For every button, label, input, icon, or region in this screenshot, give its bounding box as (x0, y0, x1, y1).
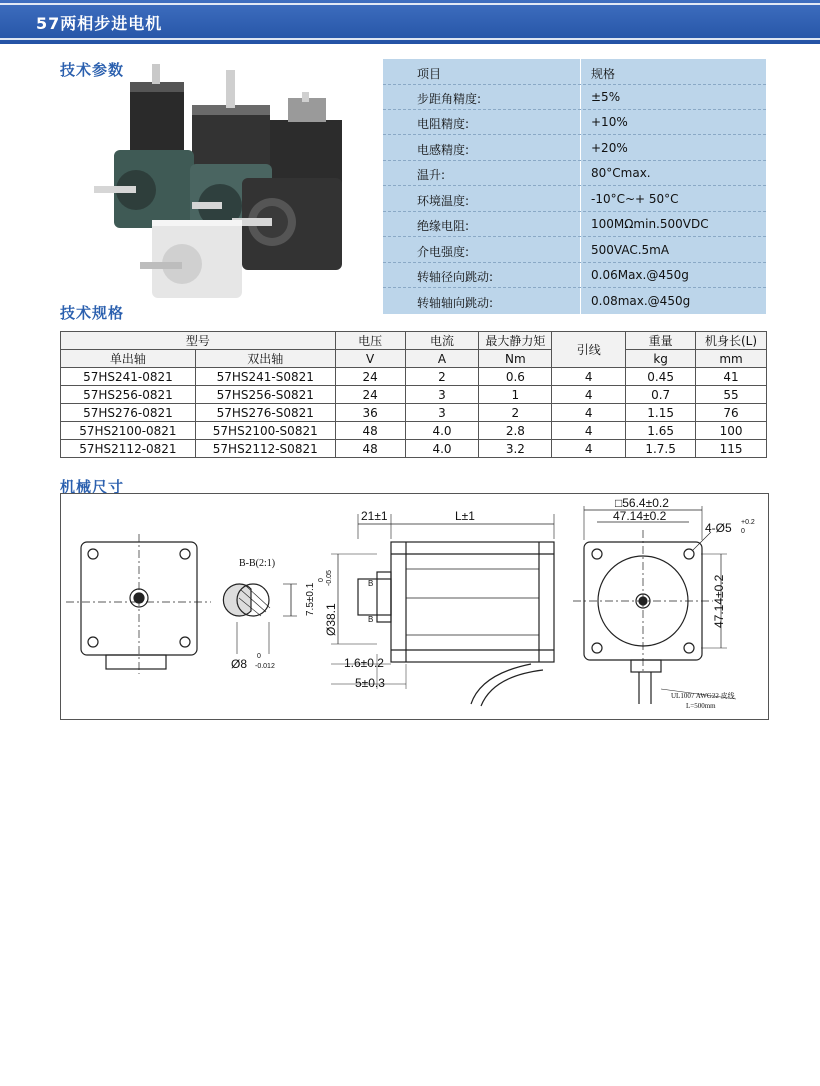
params-row (383, 186, 766, 212)
specs-header-cell: 引线 (552, 332, 626, 368)
params-row (383, 109, 766, 135)
hole-spacing: 47.14±0.2 (613, 509, 667, 523)
table-cell: 4 (552, 422, 626, 440)
param-key: 绝缘电阻: (417, 219, 470, 233)
specs-header-cell: 最大静力矩 (479, 332, 552, 350)
params-row (383, 135, 766, 161)
param-key: 电感精度: (417, 143, 470, 157)
section-label: B-B(2:1) (239, 558, 276, 569)
motor-image (94, 64, 342, 298)
table-cell: 57HS276-S0821 (195, 404, 335, 422)
param-value: -10°C~+ 50°C (591, 192, 679, 206)
section-mark-b: B (368, 615, 374, 624)
page-header (0, 0, 820, 44)
holes-tolerance-lower: 0 (741, 528, 745, 535)
table-cell: 4 (552, 368, 626, 386)
param-value: 80°Cmax. (591, 166, 651, 180)
motor-product-photo (92, 60, 357, 300)
table-cell: 4 (552, 386, 626, 404)
table-cell: 57HS241-S0821 (195, 368, 335, 386)
param-key: 项目 (417, 67, 442, 81)
table-cell: 100 (696, 422, 767, 440)
table-cell: 3 (405, 386, 479, 404)
params-row (383, 84, 766, 110)
specs-header-cell: V (335, 350, 405, 368)
cable-length: L=500mm (686, 702, 716, 710)
table-cell: 3.2 (479, 440, 552, 458)
shaft-length: 21±1 (361, 509, 388, 523)
table-cell: 57HS2112-S0821 (195, 440, 335, 458)
specs-section-title: 技术规格 (60, 304, 125, 322)
param-key: 环境温度: (417, 194, 470, 208)
table-cell: 57HS256-0821 (61, 386, 196, 404)
specs-header-cell: 双出轴 (195, 350, 335, 368)
holes-tolerance-upper: +0.2 (741, 519, 755, 526)
param-value: 100MΩmin.500VDC (591, 217, 709, 231)
table-cell: 1.15 (626, 404, 696, 422)
table-cell: 0.6 (479, 368, 552, 386)
boss-height: 1.6±0.2 (344, 656, 384, 670)
param-value: 500VAC.5mA (591, 243, 670, 257)
params-row (383, 211, 766, 237)
shaft-tolerance-lower: -0.012 (255, 663, 275, 670)
table-cell: 4.0 (405, 422, 479, 440)
param-key: 电阻精度: (417, 117, 470, 131)
params-row (383, 237, 766, 263)
table-cell: 57HS2112-0821 (61, 440, 196, 458)
front-view-left (66, 534, 211, 674)
boss-tolerance-lower: -0.05 (326, 570, 333, 586)
params-row (383, 262, 766, 288)
cable-spec: UL1007 AWG22 皮线 (671, 692, 735, 700)
table-cell: 57HS256-S0821 (195, 386, 335, 404)
table-cell: 48 (335, 422, 405, 440)
param-value: 0.06Max.@450g (591, 268, 689, 282)
specs-header-cell: Nm (479, 350, 552, 368)
table-cell: 3 (405, 404, 479, 422)
table-cell: 4.0 (405, 440, 479, 458)
table-cell: 115 (696, 440, 767, 458)
mounting-holes: 4-Ø5 (705, 521, 732, 535)
table-cell: 24 (335, 368, 405, 386)
boss-tolerance-upper: 0 (318, 578, 325, 582)
param-value: 0.08max.@450g (591, 294, 691, 308)
param-key: 温升: (417, 168, 446, 182)
table-cell: 1 (479, 386, 552, 404)
table-cell: 57HS276-0821 (61, 404, 196, 422)
hole-spacing-vertical: 47.14±0.2 (712, 574, 726, 628)
param-value: +20% (591, 141, 628, 155)
table-cell: 2.8 (479, 422, 552, 440)
flat-dimension: 7.5±0.1 (305, 582, 316, 616)
specs-table (60, 331, 767, 458)
table-cell: 2 (479, 404, 552, 422)
table-cell: 57HS241-0821 (61, 368, 196, 386)
params-row (383, 288, 766, 313)
specs-header-cell: 型号 (61, 332, 336, 350)
table-row (61, 386, 767, 404)
page-title: 57两相步进电机 (36, 14, 163, 33)
param-value: +10% (591, 115, 628, 129)
param-value: 规格 (591, 67, 616, 81)
dims-section-title: 机械尺寸 (60, 478, 125, 496)
header-stripe (0, 38, 820, 40)
specs-header-cell: 电流 (405, 332, 479, 350)
shaft-tolerance-upper: 0 (257, 653, 261, 660)
flange-thickness: 5±0.3 (355, 676, 385, 690)
specs-header-cell: 机身长(L) (696, 332, 767, 350)
specs-header-cell: A (405, 350, 479, 368)
table-row (61, 404, 767, 422)
specs-header-cell: 单出轴 (61, 350, 196, 368)
table-cell: 4 (552, 404, 626, 422)
table-cell: 24 (335, 386, 405, 404)
table-cell: 1.7.5 (626, 440, 696, 458)
params-row (383, 59, 766, 85)
param-value: ±5% (591, 90, 621, 104)
table-row (61, 422, 767, 440)
header-stripe (0, 3, 820, 5)
param-key: 介电强度: (417, 245, 470, 259)
table-cell: 48 (335, 440, 405, 458)
params-row (383, 160, 766, 186)
shaft-diameter: Ø8 (231, 657, 248, 671)
mechanical-drawing (60, 493, 769, 720)
param-key: 转轴径向跳动: (417, 270, 494, 284)
table-cell: 57HS2100-S0821 (195, 422, 335, 440)
param-key: 步距角精度: (417, 92, 482, 106)
specs-header-row (61, 350, 767, 368)
table-cell: 0.45 (626, 368, 696, 386)
table-cell: 36 (335, 404, 405, 422)
drawing-canvas (61, 494, 768, 719)
shaft-section-view (223, 584, 297, 654)
table-cell: 1.65 (626, 422, 696, 440)
table-cell: 41 (696, 368, 767, 386)
specs-header-cell: 电压 (335, 332, 405, 350)
params-panel (383, 59, 766, 314)
specs-header-row (61, 332, 767, 350)
table-cell: 2 (405, 368, 479, 386)
param-key: 转轴轴向跳动: (417, 296, 494, 310)
specs-header-cell: 重量 (626, 332, 696, 350)
body-length: L±1 (455, 509, 475, 523)
specs-header-cell: kg (626, 350, 696, 368)
table-cell: 4 (552, 440, 626, 458)
table-cell: 55 (696, 386, 767, 404)
table-row (61, 440, 767, 458)
table-row (61, 368, 767, 386)
table-cell: 76 (696, 404, 767, 422)
square-dimension: □56.4±0.2 (615, 496, 669, 510)
specs-header-cell: mm (696, 350, 767, 368)
boss-diameter: Ø38.1 (324, 603, 338, 636)
section-mark-b: B (368, 579, 374, 588)
params-section-title: 技术参数 (60, 61, 125, 79)
table-cell: 0.7 (626, 386, 696, 404)
table-cell: 57HS2100-0821 (61, 422, 196, 440)
